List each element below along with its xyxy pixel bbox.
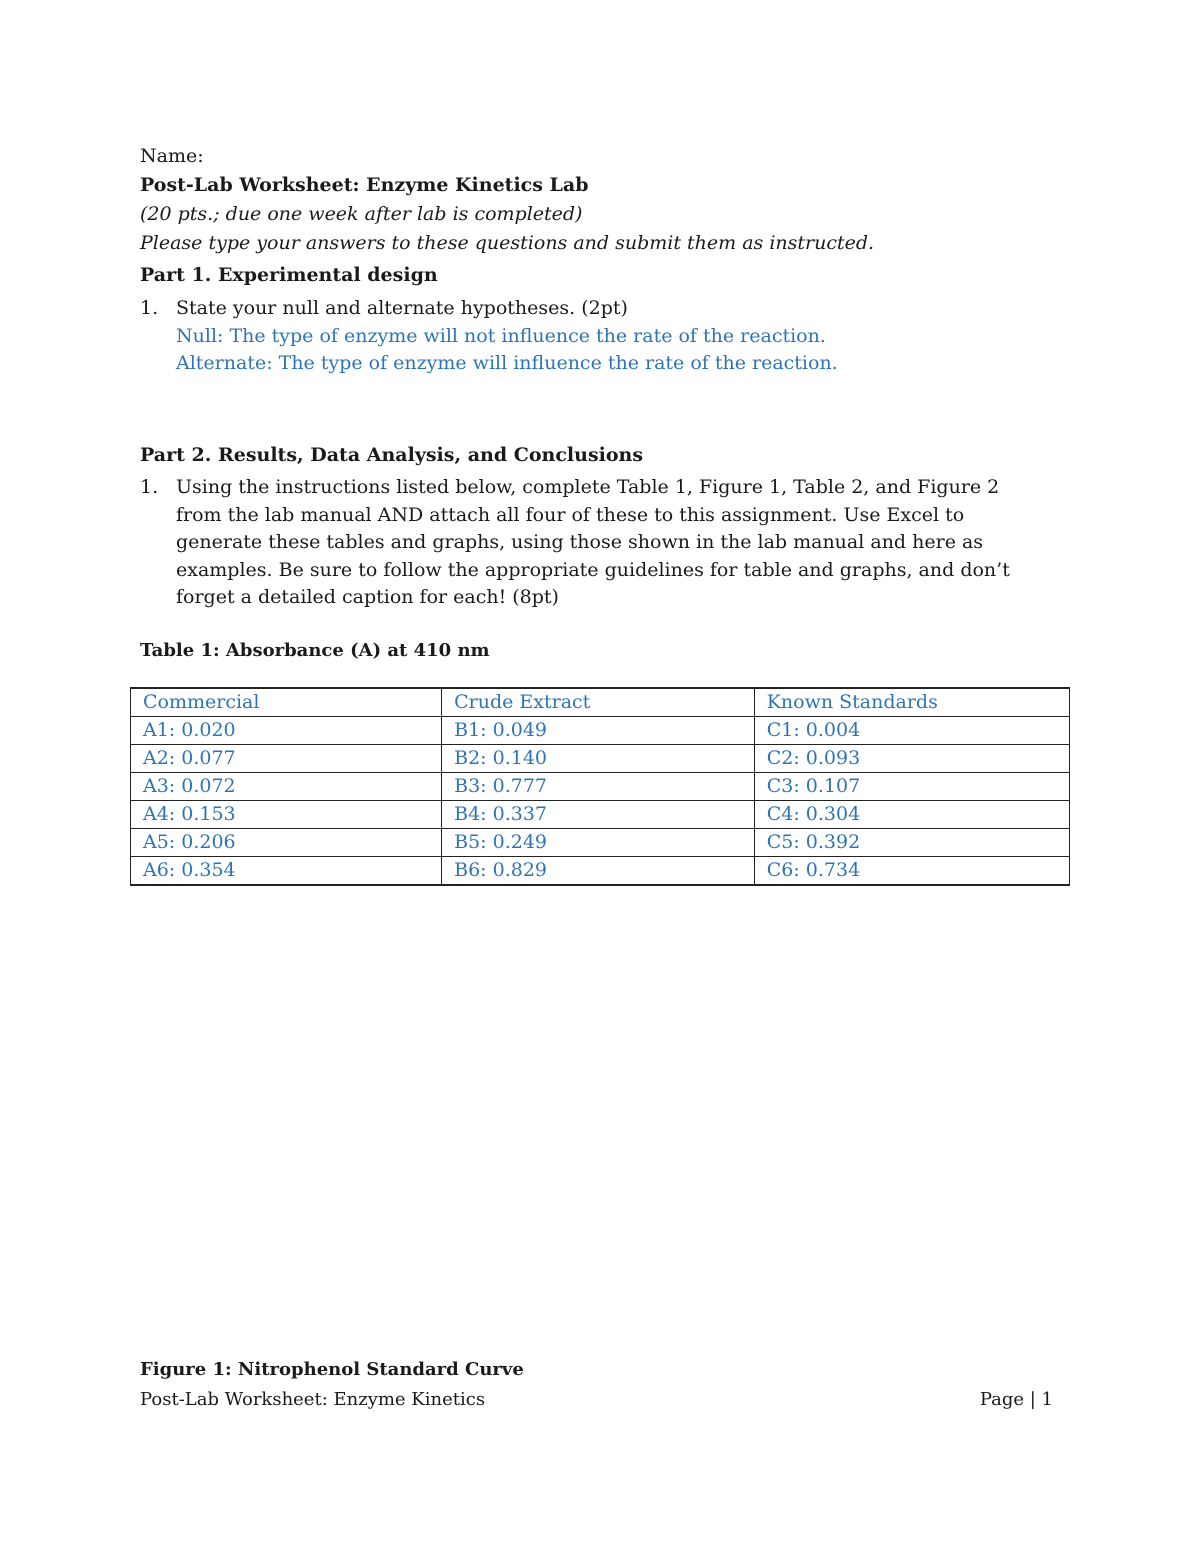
list-number: 1.	[140, 297, 159, 319]
answer-alternate-hypothesis: Alternate: The type of enzyme will influence the rate of the reaction.	[176, 352, 838, 374]
table1-caption: Table 1: Absorbance (A) at 410 nm	[140, 640, 490, 661]
part2-heading: Part 2. Results, Data Analysis, and Conclusions	[140, 444, 644, 466]
table-header-row	[131, 688, 1070, 717]
figure1-caption: Figure 1: Nitrophenol Standard Curve	[140, 1359, 524, 1380]
table-cell: A3: 0.072	[131, 773, 442, 801]
question-line: from the lab manual AND attach all four of these to this assignment. Use Excel to	[176, 504, 965, 526]
table-cell: B1: 0.049	[442, 717, 755, 745]
table-row	[131, 773, 1070, 801]
table-cell: A4: 0.153	[131, 801, 442, 829]
table-cell: C3: 0.107	[754, 773, 1069, 801]
table-cell: C6: 0.734	[754, 857, 1069, 886]
question-line: Using the instructions listed below, complete Table 1, Figure 1, Table 2, and Figure 2	[176, 476, 1000, 498]
page-number: Page | 1	[979, 1389, 1053, 1410]
table-cell: A5: 0.206	[131, 829, 442, 857]
table-row	[131, 745, 1070, 773]
instructions-text: Please type your answers to these questions and submit them as instructed.	[140, 232, 875, 254]
table-cell: C5: 0.392	[754, 829, 1069, 857]
table-cell: A6: 0.354	[131, 857, 442, 886]
table-cell: C1: 0.004	[754, 717, 1069, 745]
table-cell: C4: 0.304	[754, 801, 1069, 829]
question-line: generate these tables and graphs, using those shown in the lab manual and here as	[176, 531, 984, 553]
table-cell: A1: 0.020	[131, 717, 442, 745]
answer-null-hypothesis: Null: The type of enzyme will not influence the rate of the reaction.	[176, 325, 826, 347]
part1-heading: Part 1. Experimental design	[140, 264, 438, 286]
question-line: examples. Be sure to follow the appropriate guidelines for table and graphs, and don’t	[176, 559, 1010, 581]
table-cell: A2: 0.077	[131, 745, 442, 773]
table-cell: B6: 0.829	[442, 857, 755, 886]
part2-question-1	[140, 473, 1060, 613]
absorbance-table	[130, 687, 1070, 886]
table-row	[131, 857, 1070, 886]
table-header-cell: Crude Extract	[442, 688, 755, 717]
table-cell: B4: 0.337	[442, 801, 755, 829]
table-cell: B3: 0.777	[442, 773, 755, 801]
table-header-cell: Commercial	[131, 688, 442, 717]
name-label: Name:	[140, 145, 204, 167]
footer-title: Post-Lab Worksheet: Enzyme Kinetics	[140, 1389, 486, 1410]
table-row	[131, 717, 1070, 745]
table-cell: B2: 0.140	[442, 745, 755, 773]
question-line: forget a detailed caption for each! (8pt)	[176, 586, 559, 608]
worksheet-title: Post-Lab Worksheet: Enzyme Kinetics Lab	[140, 174, 589, 196]
table-cell: C2: 0.093	[754, 745, 1069, 773]
points-note: (20 pts.; due one week after lab is completed)	[140, 203, 583, 225]
table-row	[131, 829, 1070, 857]
table-row	[131, 801, 1070, 829]
question-text: State your null and alternate hypotheses. (2pt)	[176, 297, 628, 319]
part1-question-1	[140, 294, 1040, 378]
table-header-cell: Known Standards	[754, 688, 1069, 717]
list-number: 1.	[140, 476, 159, 498]
table-cell: B5: 0.249	[442, 829, 755, 857]
